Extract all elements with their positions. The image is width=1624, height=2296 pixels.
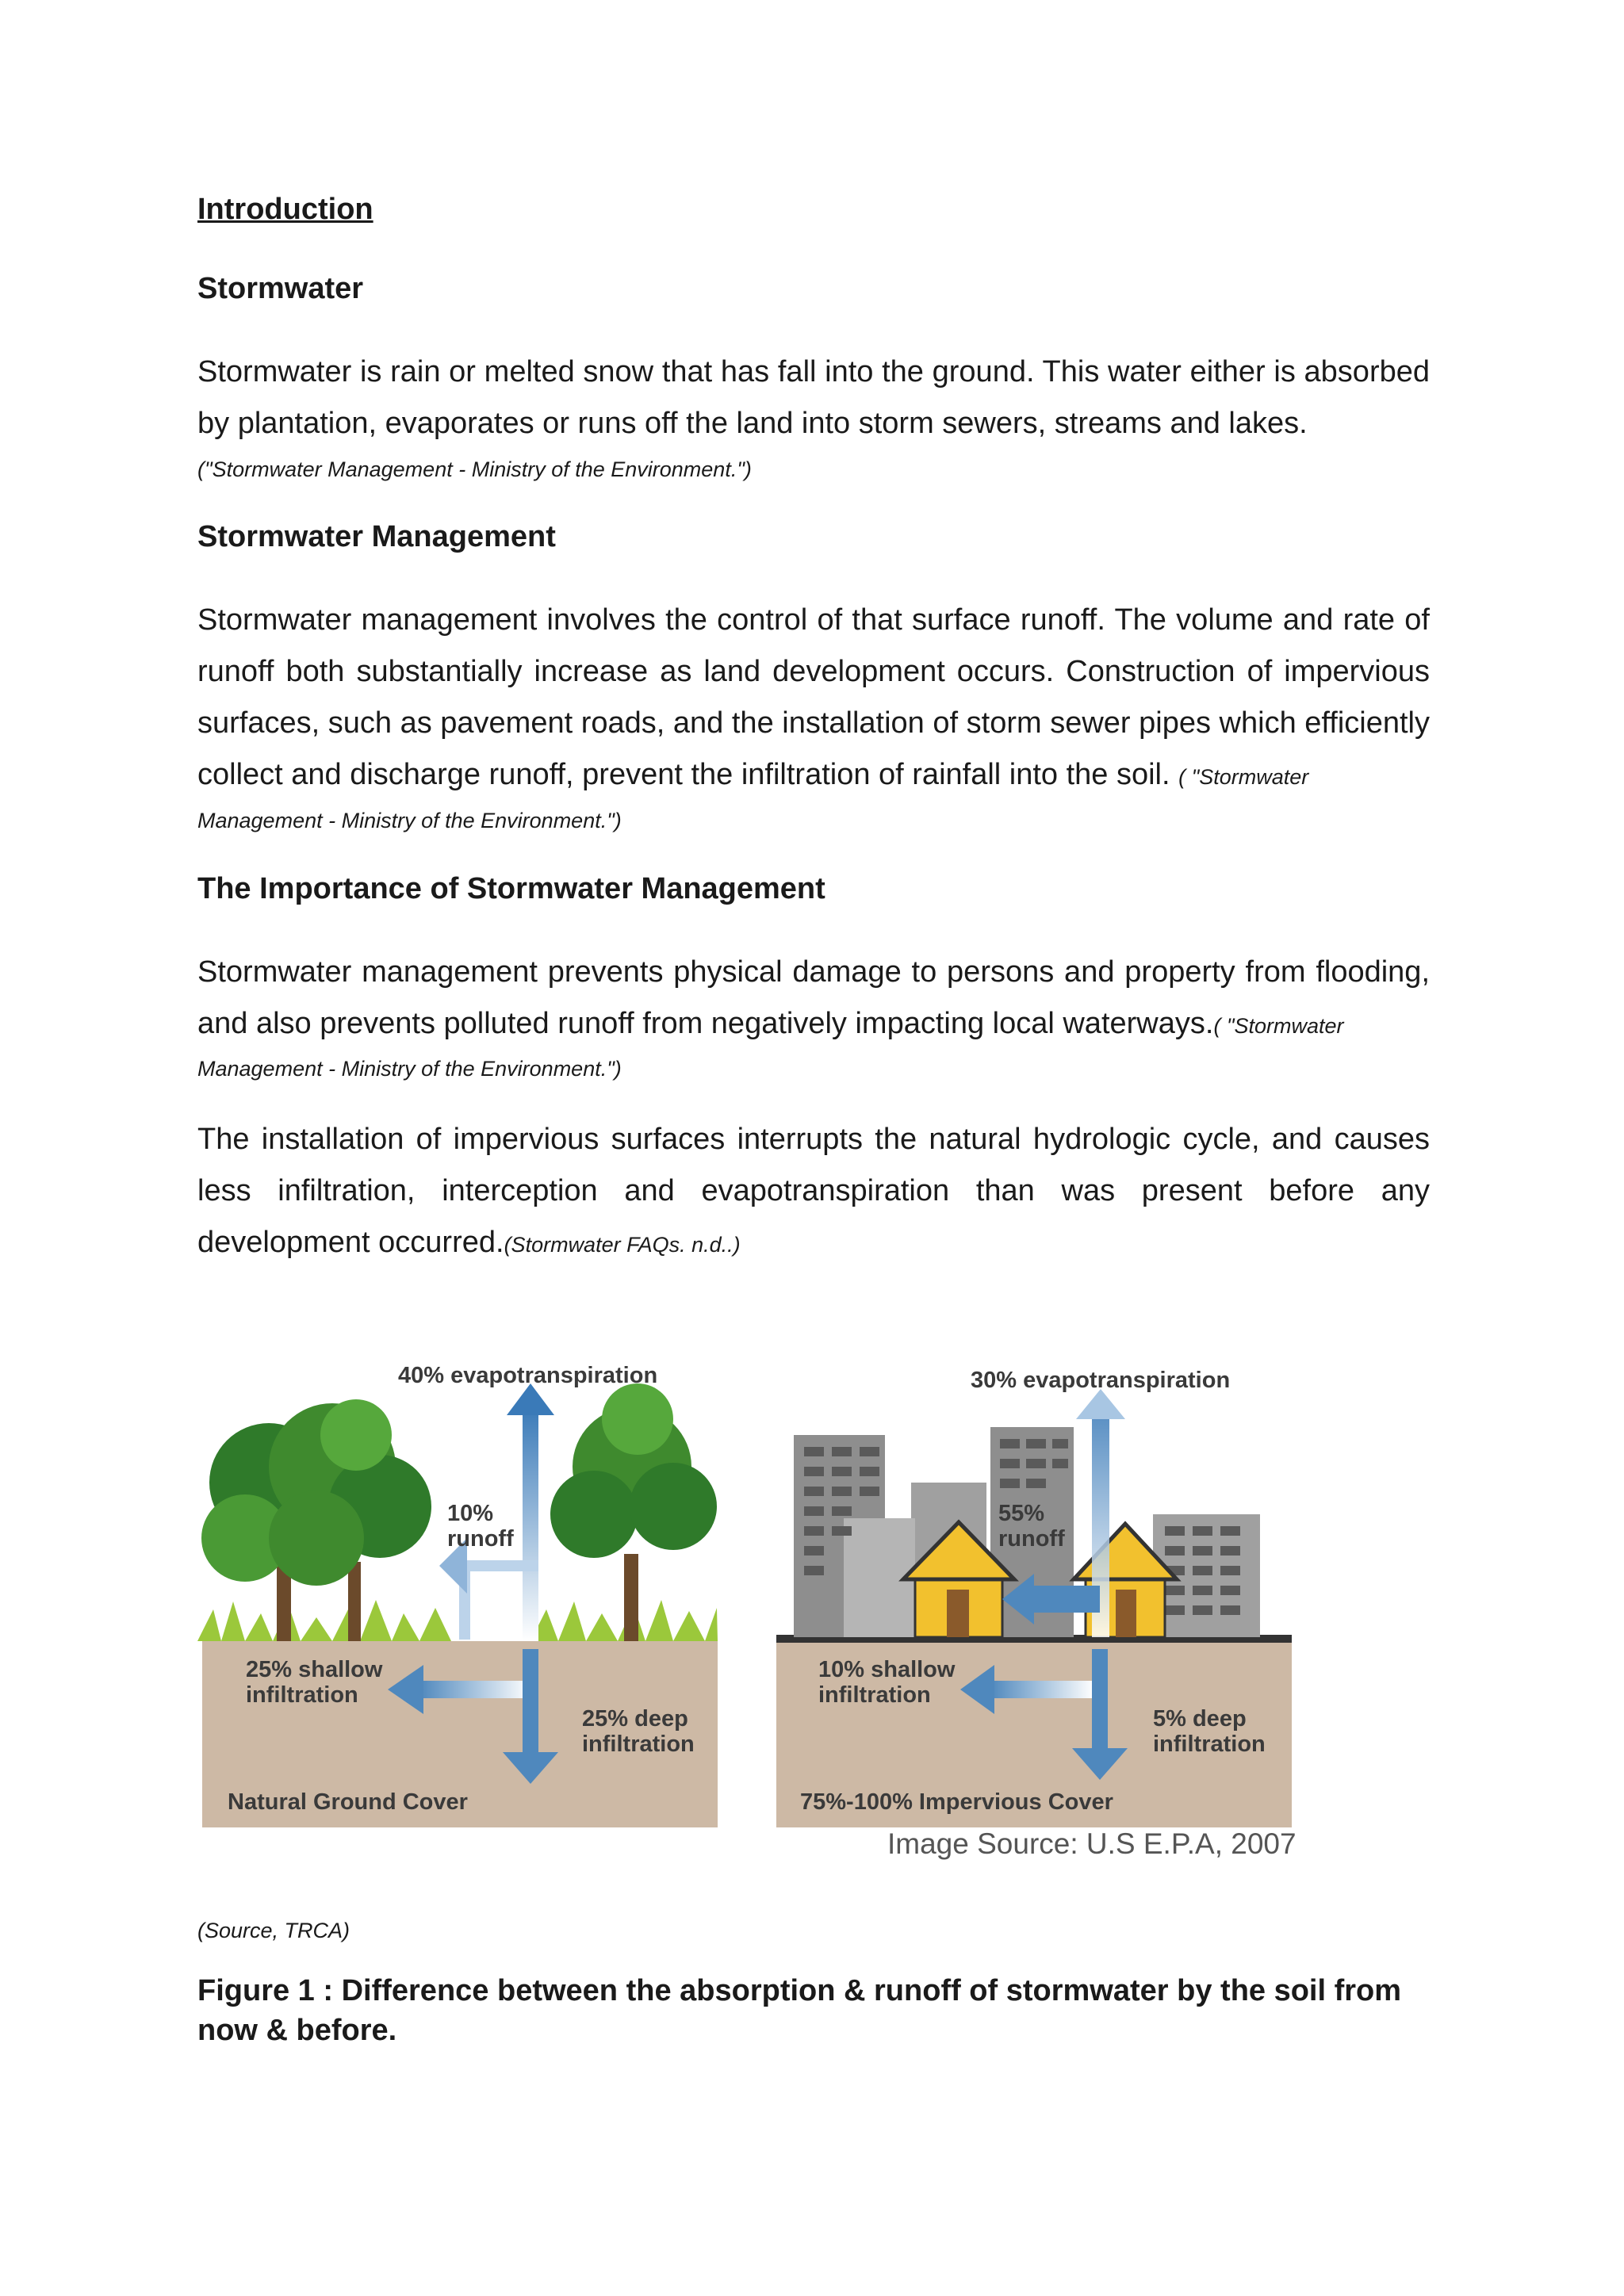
tree-icon [201,1399,431,1641]
citation: (Stormwater FAQs. n.d..) [504,1233,741,1257]
paragraph-text: Stormwater is rain or melted snow that has fall into the ground. This water either is absorbed by plantation, evaporates or runs off the land into storm sewers, streams and lakes. [197,355,1430,440]
runoff-label: runoff [998,1526,1065,1552]
deep-infiltration-label: 25% deep [582,1706,688,1732]
deep-infiltration-label: infiltration [582,1732,695,1757]
runoff-label: runoff [447,1526,514,1552]
shallow-infiltration-label: 25% shallow [246,1657,383,1682]
paragraph-management [197,595,1430,803]
section-heading-stormwater: Stormwater [197,272,364,305]
evapotranspiration-label: 30% evapotranspiration [971,1368,1231,1393]
paragraph-text: The installation of impervious surfaces interrupts the natural hydrologic cycle, and causes less infiltration, interception and evapotranspiration than was present before any development occurred. [197,1123,1430,1259]
evapotranspiration-arrow [507,1383,554,1641]
section-heading-importance: The Importance of Stormwater Management [197,872,825,905]
shallow-infiltration-label: infiltration [818,1682,931,1708]
paragraph-importance [197,947,1430,1052]
runoff-label: 10% [447,1501,494,1526]
paragraph-impervious [197,1114,1430,1271]
paragraph-stormwater [197,346,1430,450]
deep-infiltration-label: infiltration [1153,1732,1266,1757]
evapotranspiration-label: 40% evapotranspiration [398,1363,658,1388]
image-source: Image Source: U.S E.P.A, 2007 [887,1827,1297,1860]
natural-cover-panel [197,1363,718,1827]
ground-cover-label: Natural Ground Cover [228,1789,468,1815]
runoff-label: 55% [998,1501,1045,1526]
stormwater-figure [197,1348,1308,1871]
intro-heading: Introduction [197,193,373,226]
grass [197,1600,718,1641]
citation-continued: Management - Ministry of the Environment.") [197,809,622,832]
citation-continued: Management - Ministry of the Environment.") [197,1057,622,1081]
paragraph-text: Stormwater management involves the control of that surface runoff. The volume and rate of runoff both substantially increase as land development occurs. Construction of impervious surfaces, such as pavement roads, and the installation of storm sewer pipes which efficiently collect and discharge runoff, prevent the infiltration of rainfall into the soil. [197,603,1430,791]
figure-caption: Figure 1 : Difference between the absorption & runoff of stormwater by the soil from now & before. [197,1974,1402,2047]
tree-icon [550,1383,717,1641]
citation: ("Stormwater Management - Ministry of the Environment.") [197,457,752,481]
figure-source: (Source, TRCA) [197,1919,350,1942]
citation: ( "Stormwater [1178,765,1309,789]
shallow-infiltration-label: infiltration [246,1682,358,1708]
citation: ( "Stormwater [1213,1014,1344,1038]
ground-cover-label: 75%-100% Impervious Cover [800,1789,1113,1815]
shallow-infiltration-label: 10% shallow [818,1657,956,1682]
impervious-cover-panel [776,1368,1292,1827]
section-heading-management: Stormwater Management [197,520,556,553]
deep-infiltration-label: 5% deep [1153,1706,1247,1732]
paragraph-text: Stormwater management prevents physical damage to persons and property from flooding, and also prevents polluted runoff from negatively impacting local waterways. [197,955,1430,1040]
